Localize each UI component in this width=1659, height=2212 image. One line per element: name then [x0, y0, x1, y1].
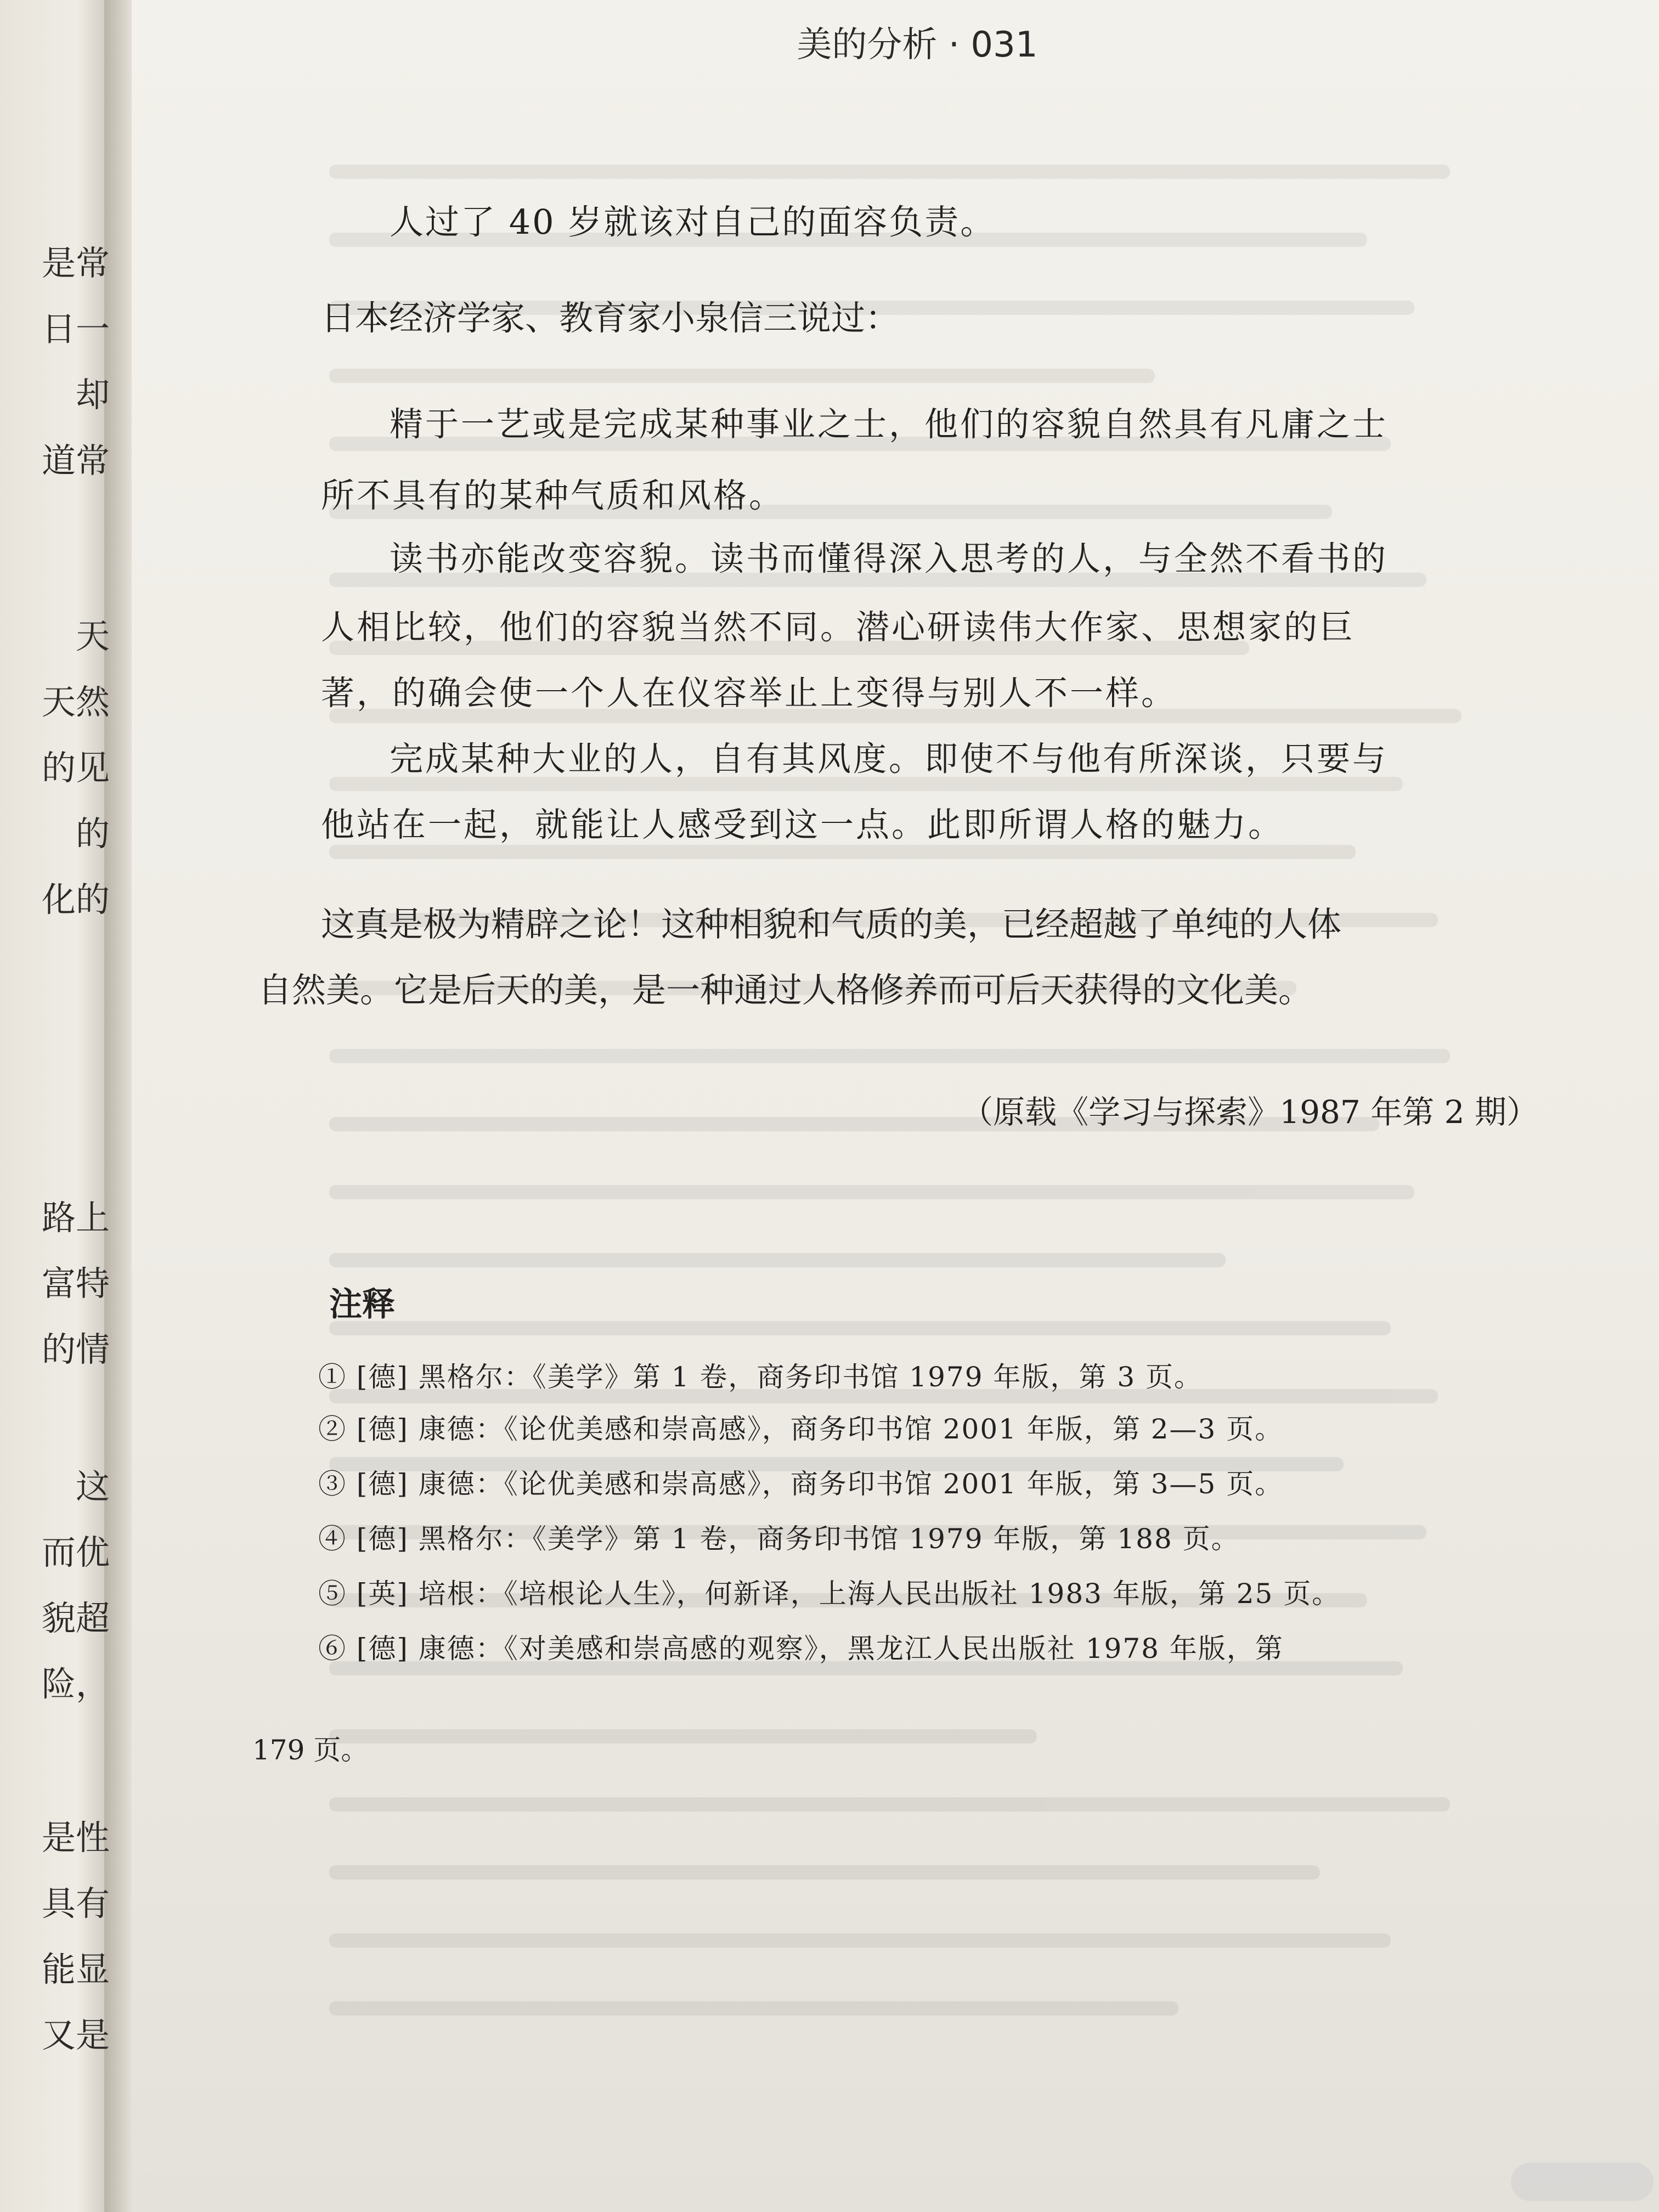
left-fragment: 能显 [41, 1949, 110, 1989]
left-fragment: 貌超 [41, 1598, 110, 1638]
left-fragment: 的情 [41, 1329, 110, 1369]
notes-heading: 注释 [329, 1285, 395, 1324]
left-fragment: 路上 [41, 1198, 110, 1238]
left-fragment: 的 [75, 814, 110, 854]
left-fragment: 具有 [41, 1883, 110, 1923]
footnote: ④ [德] 黑格尔：《美学》第 1 卷，商务印书馆 1979 年版，第 188 页。 [318, 1523, 1240, 1555]
left-fragment: 而优 [41, 1532, 110, 1572]
left-page-text [0, 219, 110, 2085]
footnote: ② [德] 康德：《论优美感和崇高感》，商务印书馆 2001 年版，第 2—3 页。 [318, 1413, 1284, 1445]
left-fragment: 这 [75, 1466, 110, 1506]
footnote: ③ [德] 康德：《论优美感和崇高感》，商务印书馆 2001 年版，第 3—5 页。 [318, 1468, 1284, 1500]
body-line: 人过了 40 岁就该对自己的面容负责。 [390, 202, 996, 242]
footnote: ① [德] 黑格尔：《美学》第 1 卷，商务印书馆 1979 年版，第 3 页。 [318, 1361, 1203, 1393]
left-fragment: 是性 [41, 1818, 110, 1858]
left-fragment: 日一 [41, 309, 110, 349]
left-fragment: 险， [41, 1664, 110, 1704]
left-fragment: 又是 [41, 2015, 110, 2055]
body-line: 这真是极为精辟之论！这种相貌和气质的美，已经超越了单纯的人体 [321, 904, 1342, 944]
quote-line: 所不具有的某种气质和风格。 [321, 476, 785, 515]
quote-line: 他站在一起，就能让人感受到这一点。此即所谓人格的魅力。 [321, 805, 1284, 844]
body-line: 自然美。它是后天的美，是一种通过人格修养而可后天获得的文化美。 [258, 970, 1313, 1010]
quote-line: 著，的确会使一个人在仪容举止上变得与别人不一样。 [321, 674, 1177, 713]
footnote-continuation: 179 页。 [252, 1734, 369, 1766]
left-fragment: 天然 [41, 682, 110, 722]
left-fragment: 的见 [41, 748, 110, 788]
source-citation: （原载《学习与探索》1987 年第 2 期） [961, 1093, 1538, 1131]
running-header: 美的分析 · 031 [797, 25, 1038, 65]
page-content [132, 0, 1659, 2212]
body-line: 日本经济学家、教育家小泉信三说过： [321, 298, 900, 338]
watermark-badge [1511, 2163, 1654, 2201]
left-fragment: 富特 [41, 1263, 110, 1304]
left-fragment: 却 [75, 375, 110, 415]
left-fragment: 是常 [41, 243, 110, 283]
quote-line: 读书亦能改变容貌。读书而懂得深入思考的人，与全然不看书的 [390, 539, 1389, 578]
footnote: ⑤ [英] 培根：《培根论人生》，何新译，上海人民出版社 1983 年版，第 25 页。 [318, 1578, 1341, 1610]
footnote: ⑥ [德] 康德：《对美感和崇高感的观察》，黑龙江人民出版社 1978 年版，第 [318, 1633, 1284, 1664]
quote-line: 精于一艺或是完成某种事业之士，他们的容貌自然具有凡庸之士 [390, 405, 1389, 444]
quote-line: 人相比较，他们的容貌当然不同。潜心研读伟大作家、思想家的巨 [321, 608, 1356, 647]
left-fragment: 化的 [41, 879, 110, 919]
left-fragment: 道常 [41, 441, 110, 481]
quote-line: 完成某种大业的人，自有其风度。即使不与他有所深谈，只要与 [390, 740, 1389, 778]
left-fragment: 天 [75, 616, 110, 656]
